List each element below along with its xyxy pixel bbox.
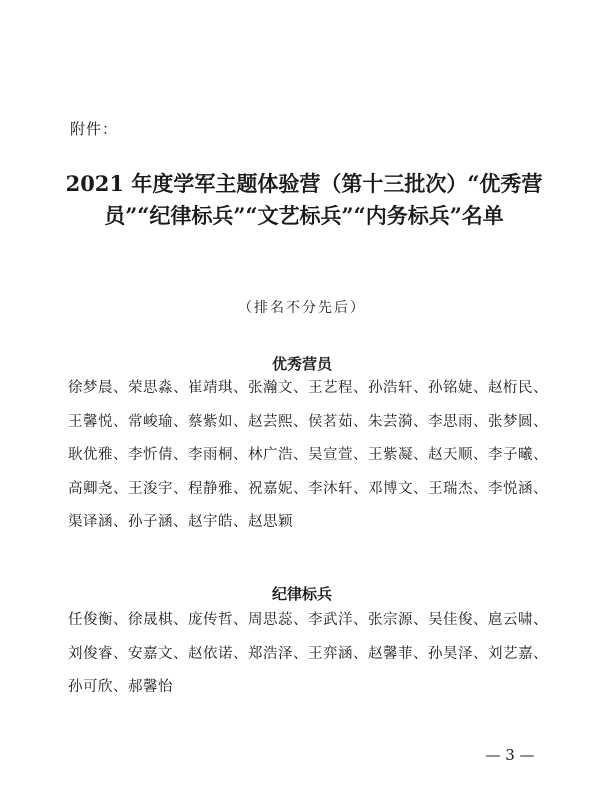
attachment-label: 附件： — [70, 120, 119, 138]
document-title: 2021 年度学军主题体验营（第十三批次）“优秀营员”“纪律标兵”“文艺标兵”“内务标兵”名单 — [65, 171, 543, 228]
name-list-discipline-models: 任俊衡、徐晟棋、庞传哲、周思蕊、李武洋、张宗源、吴佳俊、扈云啸、刘俊睿、安嘉文、赵依诺、郑浩泽、王弈涵、赵馨菲、孙昊泽、刘艺嘉、孙可欣、郝馨怡 — [68, 612, 548, 695]
section-heading-excellent-campers: 优秀营员 — [271, 355, 332, 373]
ranking-note: （排名不分先后） — [238, 300, 366, 316]
section-heading-discipline-models: 纪律标兵 — [271, 585, 332, 603]
page-number: — 3 — — [485, 746, 535, 764]
name-list-excellent-campers: 徐梦晨、荣思淼、崔靖琪、张瀚文、王艺程、孙浩轩、孙铭婕、赵桁民、王馨悦、常峻瑜、蔡紫如、赵芸熙、侯茗茹、朱芸漪、李思雨、张梦圆、耿优雅、李忻倩、李雨桐、林广浩、吴宣萱、王紫凝、赵天顺、李子曦、高卿尧、王浚宇、程静雅、祝嘉妮、李沐轩、邓博文、王瑞杰、李悦涵、渠译涵、孙子涵、赵宇皓、赵思颖 — [68, 380, 548, 530]
